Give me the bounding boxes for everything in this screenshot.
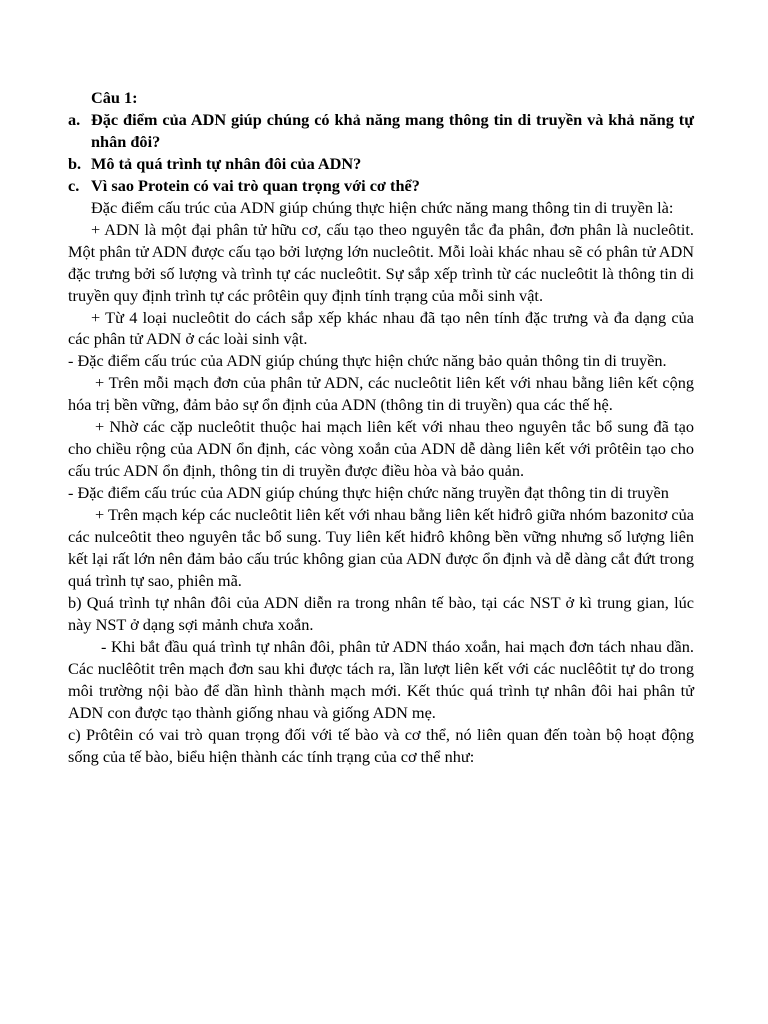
answer-paragraph: + ADN là một đại phân tử hữu cơ, cấu tạo theo nguyên tắc đa phân, đơn phân là nucleôtit. Một phân tử ADN được cấu tạo bởi lượng lớn nucleôtit. Mỗi loài khác nhau sẽ có phân tử ADN đặc trưng bởi số lượng và trình tự các nucleôtit. Sự sắp xếp trình từ các nucleôtit là thông tin di truyền quy định trình tự các prôtêin quy định tính trạng của mỗi sinh vật. (68, 219, 694, 305)
answer-paragraph: Đặc điểm cấu trúc của ADN giúp chúng thực hiện chức năng mang thông tin di truyền là: (91, 197, 674, 217)
answer-paragraph: + Trên mạch kép các nucleôtit liên kết với nhau bằng liên kết hiđrô giữa nhóm bazonitơ của các nulceôtit theo nguyên tắc bổ sung. Tuy liên kết hiđrô không bền vững nhưng số lượng liên kết lại rất lớn nên đảm bảo cấu trúc không gian của ADN được ổn định và dễ dàng cắt đứt trong quá trình tự sao, phiên mã. (68, 505, 694, 590)
question-marker: c. (68, 175, 80, 195)
answer-paragraph: - Đặc điểm cấu trúc của ADN giúp chúng thực hiện chức năng truyền đạt thông tin di truyền (68, 483, 669, 503)
question-marker: a. (68, 109, 81, 129)
document-body (68, 87, 694, 768)
question-c (68, 175, 694, 197)
answer-paragraph: - Đặc điểm cấu trúc của ADN giúp chúng thực hiện chức năng bảo quản thông tin di truyền. (68, 351, 667, 371)
answer-paragraph: + Trên mỗi mạch đơn của phân tử ADN, các nucleôtit liên kết với nhau bằng liên kết cộng hóa trị bền vững, đảm bảo sự ổn định của ADN (thông tin di truyền) qua các thế hệ. (68, 373, 694, 415)
answer-paragraph: + Từ 4 loại nucleôtit do cách sắp xếp khác nhau đã tạo nên tính đặc trưng và đa dạng của các phân tử ADN ở các loài sinh vật. (68, 307, 694, 349)
question-heading: Câu 1: (91, 88, 138, 107)
answer-paragraph: c) Prôtêin có vai trò quan trọng đối với tế bào và cơ thể, nó liên quan đến toàn bộ hoạt động sống của tế bào, biểu hiện thành các tính trạng của cơ thể như: (68, 724, 694, 766)
question-marker: b. (68, 153, 82, 173)
answer-paragraph: b) Quá trình tự nhân đôi của ADN diễn ra trong nhân tế bào, tại các NST ở kì trung gian, lúc này NST ở dạng sợi mảnh chưa xoắn. (68, 592, 694, 634)
question-text: Vì sao Protein có vai trò quan trọng với cơ thể? (91, 175, 420, 195)
answer-paragraph: - Khi bắt đầu quá trình tự nhân đôi, phân tử ADN tháo xoắn, hai mạch đơn tách nhau dần. Các nuclêôtit trên mạch đơn sau khi được tách ra, lần lượt liên kết với các nuclêôtit tự do trong môi trường nội bào để dần hình thành mạch mới. Kết thúc quá trình tự nhân đôi hai phân tử ADN con được tạo thành giống nhau và giống ADN mẹ. (68, 636, 694, 722)
question-text: Đặc điểm của ADN giúp chúng có khả năng mang thông tin di truyền và khả năng tự nhân đôi? (91, 109, 694, 151)
question-a (68, 109, 694, 153)
answer-paragraph: + Nhờ các cặp nucleôtit thuộc hai mạch liên kết với nhau theo nguyên tắc bổ sung đã tạo cho chiều rộng của ADN ổn định, các vòng xoắn của ADN dễ dàng liên kết với prôtêin tạo cho cấu trúc ADN ổn định, thông tin di truyền được điều hòa và bảo quản. (68, 417, 694, 481)
question-text: Mô tả quá trình tự nhân đôi của ADN? (91, 153, 362, 173)
question-b (68, 153, 694, 175)
